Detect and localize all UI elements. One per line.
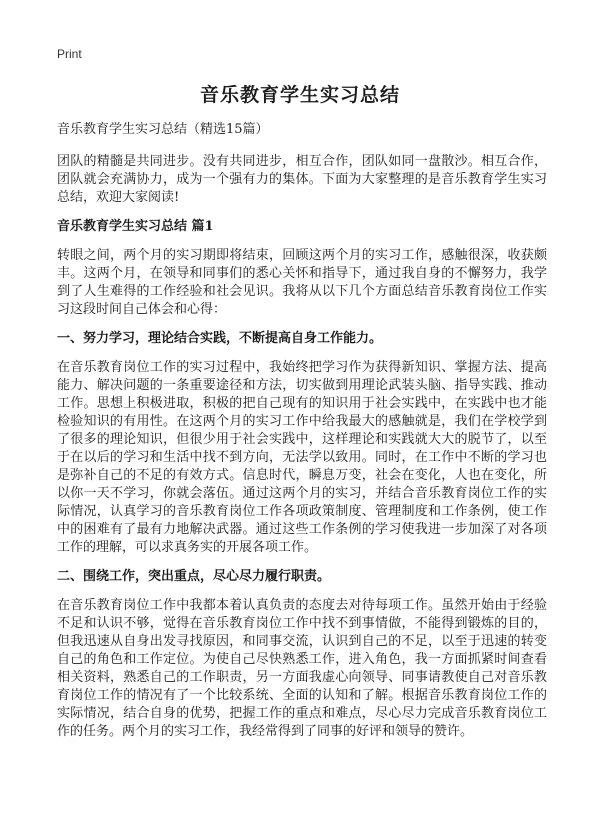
paragraph-2: 在音乐教育岗位工作的实习过程中，我始终把学习作为获得新知识、掌握方法、提高能力、解决问题的一条重要途径和方法，切实做到用理论武装头脑、指导实践、推动工作。思想上积极进取，积极的把自己现有的知识用于社会实践中，在实践中也才能检验知识的有用性。在这两个月的实习工作中给我最大的感触就是，我们在学校学到了很多的理论知识，但很少用于社会实践中，这样理论和实践就大大的脱节了，以至于在以后的学习和生活中找不到方向，无法学以致用。同时，在工作中不断的学习也是弥补自己的不足的有效方式。信息时代，瞬息万变，社会在变化，人也在变化，所以你一天不学习，你就会落伍。通过这两个月的实习，并结合音乐教育岗位工作的实际情况，认真学习的音乐教育岗位工作各项政策制度、管理制度和工作条例，使工作中的困难有了最有力地解决武器。通过这些工作条例的学习使我进一步加深了对各项工作的理解，可以求真务实的开展各项工作。 bbox=[57, 360, 547, 555]
intro-paragraph: 团队的精髓是共同进步。没有共同进步，相互合作，团队如同一盘散沙。相互合作，团队就会充满协力，成为一个强有力的集体。下面为大家整理的是音乐教育学生实习总结，欢迎大家阅读! bbox=[57, 154, 547, 205]
document-title: 音乐教育学生实习总结 bbox=[199, 84, 400, 106]
paragraph-1: 转眼之间，两个月的实习期即将结束，回顾这两个月的实习工作，感触很深，收获颇丰。这两个月，在领导和同事们的悉心关怀和指导下，通过我自身的不懈努力，我学到了人生难得的工作经验和社会见识。我将从以下几个方面总结音乐教育岗位工作实习这段时间自己体会和心得： bbox=[57, 248, 547, 317]
point-1-heading: 一、努力学习，理论结合实践，不断提高自身工作能力。 bbox=[57, 331, 383, 346]
print-link[interactable]: Print bbox=[57, 47, 82, 61]
point-2-heading: 二、围绕工作，突出重点，尽心尽力履行职责。 bbox=[57, 569, 331, 584]
paragraph-3: 在音乐教育岗位工作中我都本着认真负责的态度去对待每项工作。虽然开始由于经验不足和认识不够，觉得在音乐教育岗位工作中找不到事情做，不能得到锻炼的目的，但我迅速从自身出发寻找原因，和同事交流，认识到自己的不足，以至于迅速的转变自己的角色和工作定位。为使自己尽快熟悉工作，进入角色，我一方面抓紧时间查看相关资料，熟悉自己的工作职责，另一方面我虚心向领导、同事请教使自己对音乐教育岗位工作的情况有了一个比较系统、全面的认知和了解。根据音乐教育岗位工作的实际情况，结合自身的优势，把握工作的重点和难点，尽心尽力完成音乐教育岗位工作的任务。两个月的实习工作，我经常得到了同事的好评和领导的赞许。 bbox=[57, 598, 547, 739]
document-subtitle: 音乐教育学生实习总结（精选15篇） bbox=[57, 122, 269, 137]
article-heading: 音乐教育学生实习总结 篇1 bbox=[57, 219, 214, 234]
document-body bbox=[57, 121, 547, 752]
